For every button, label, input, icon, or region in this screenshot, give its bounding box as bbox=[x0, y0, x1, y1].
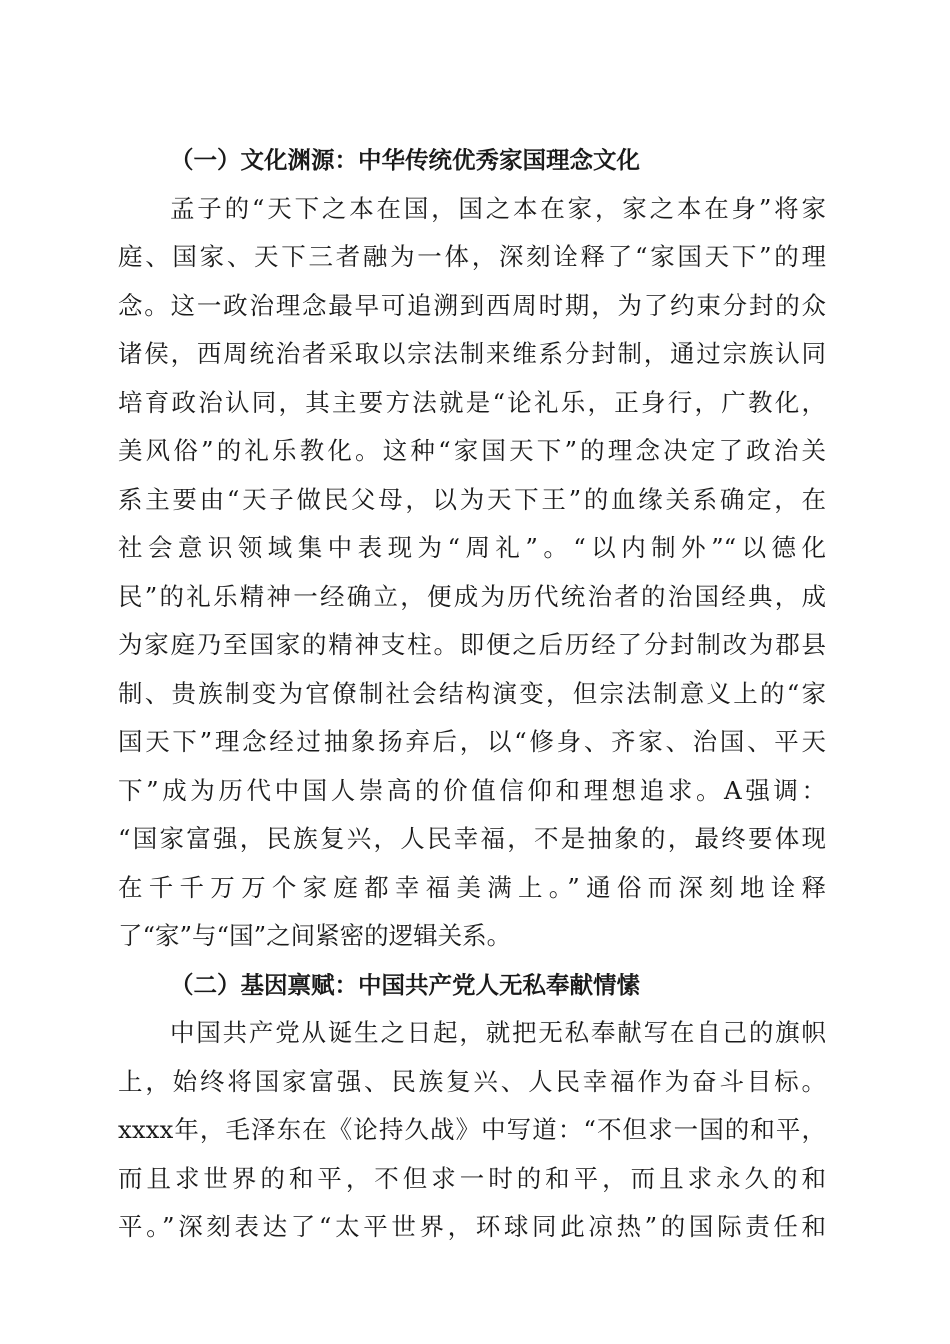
text-line: 而且求世界的和平，不但求一时的和平，而且求永久的和 bbox=[118, 1163, 826, 1193]
text-line: “国家富强，民族复兴，人民幸福，不是抽象的，最终要体现 bbox=[118, 824, 826, 853]
text-line: 国天下”理念经过抽象扬弃后，以“修身、齐家、治国、平天 bbox=[118, 727, 826, 756]
section-heading-2: （二）基因禀赋：中国共产党人无私奉献情愫 bbox=[170, 970, 640, 999]
section-heading-1: （一）文化渊源：中华传统优秀家国理念文化 bbox=[170, 146, 640, 174]
paragraph-1 bbox=[118, 185, 826, 961]
text-line: 下”成为历代中国人崇高的价值信仰和理想追求。A强调： bbox=[118, 775, 826, 805]
text-line: 民”的礼乐精神一经确立，便成为历代统治者的治国经典，成 bbox=[118, 581, 826, 611]
text-line: 庭、国家、天下三者融为一体，深刻诠释了“家国天下”的理 bbox=[118, 242, 826, 271]
text-line: 上，始终将国家富强、民族复兴、人民幸福作为奋斗目标。 bbox=[118, 1066, 826, 1096]
text-line: 为家庭乃至国家的精神支柱。即便之后历经了分封制改为郡县 bbox=[118, 630, 826, 659]
text-line: xxxx年，毛泽东在《论持久战》中写道：“不但求一国的和平， bbox=[118, 1115, 826, 1144]
text-line: 制、贵族制变为官僚制社会结构演变，但宗法制意义上的“家 bbox=[118, 678, 826, 708]
text-line: 了“家”与“国”之间紧密的逻辑关系。 bbox=[118, 921, 512, 950]
text-line: 孟子的“天下之本在国，国之本在家，家之本在身”将家 bbox=[170, 193, 826, 223]
document-body bbox=[118, 136, 826, 1252]
text-line: 系主要由“天子做民父母，以为天下王”的血缘关系确定，在 bbox=[118, 484, 826, 514]
text-line: 平。”深刻表达了“太平世界，环球同此凉热”的国际责任和 bbox=[118, 1212, 826, 1241]
text-line: 念。这一政治理念最早可追溯到西周时期，为了约束分封的众 bbox=[118, 290, 826, 320]
text-line: 培育政治认同，其主要方法就是“论礼乐，正身行，广教化， bbox=[118, 387, 826, 417]
text-line: 社会意识领域集中表现为“周礼”。“以内制外”“以德化 bbox=[118, 533, 826, 562]
text-line: 美风俗”的礼乐教化。这种“家国天下”的理念决定了政治关 bbox=[118, 436, 826, 465]
paragraph-2 bbox=[118, 1009, 826, 1252]
text-line: 诸侯，西周统治者采取以宗法制来维系分封制，通过宗族认同 bbox=[118, 339, 826, 368]
text-line: 在千千万万个家庭都幸福美满上。”通俗而深刻地诠释 bbox=[118, 872, 826, 902]
text-line: 中国共产党从诞生之日起，就把无私奉献写在自己的旗帜 bbox=[170, 1018, 826, 1047]
